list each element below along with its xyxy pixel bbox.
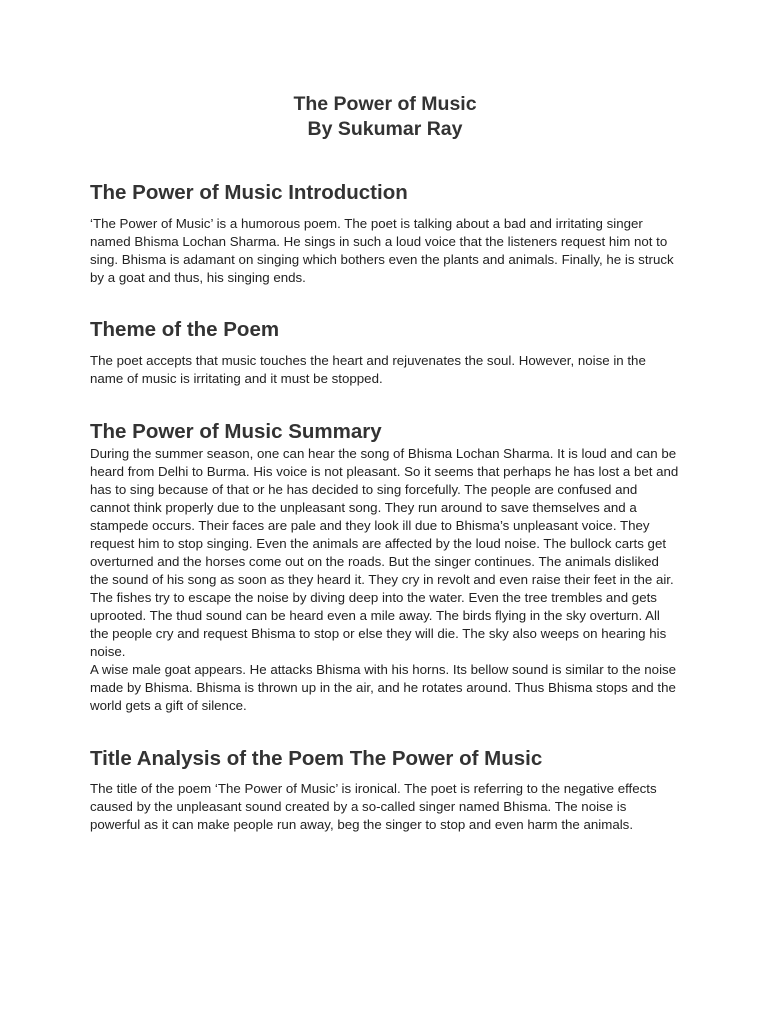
document-page bbox=[90, 92, 680, 834]
section-paragraph: ‘The Power of Music’ is a humorous poem. The poet is talking about a bad and irritating singer named Bhisma Lochan Sharma. He sings in such a loud voice that the listeners request him not to sing. Bhisma is adamant on singing which bothers even the plants and animals. Finally, he is struck by a goat and thus, his singing ends. bbox=[90, 216, 674, 285]
section-heading: The Power of Music Introduction bbox=[90, 181, 408, 204]
section-paragraph: The poet accepts that music touches the heart and rejuvenates the soul. However, noise in the name of music is irritating and it must be stopped. bbox=[90, 353, 646, 386]
section-heading: The Power of Music Summary bbox=[90, 420, 382, 443]
section-paragraph: The title of the poem ‘The Power of Music’ is ironical. The poet is referring to the negative effects caused by the unpleasant sound created by a so-called singer named Bhisma. The noise is powerful as it can make people run away, beg the singer to stop and even harm the animals. bbox=[90, 781, 657, 832]
section-paragraph: During the summer season, one can hear the song of Bhisma Lochan Sharma. It is loud and can be heard from Delhi to Burma. His voice is not pleasant. So it seems that perhaps he has lost a bet and has to sing because of that or he has decided to sing forcefully. The people are confused and cannot think properly due to the unpleasant song. They run around to save themselves and a stampede occurs. Their faces are pale and they look ill due to Bhisma’s unpleasant voice. They request him to stop singing. Even the animals are affected by the loud noise. The bullock carts get overturned and the horses come out on the roads. But the singer continues. The animals disliked the sound of his song as soon as they heard it. They cry in revolt and even raise their feet in the air. The fishes try to escape the noise by diving deep into the water. Even the tree trembles and gets uprooted. The thud sound can be heard even a mile away. The birds flying in the sky overturn. All the people cry and request Bhisma to stop or else they will die. The sky also weeps on hearing his noise. bbox=[90, 446, 679, 659]
author-line: By Sukumar Ray bbox=[307, 118, 463, 140]
document-title bbox=[90, 92, 680, 142]
section-theme bbox=[90, 317, 680, 388]
section-heading: Title Analysis of the Poem The Power of Music bbox=[90, 747, 543, 770]
section-title-analysis bbox=[90, 746, 680, 834]
title-line: The Power of Music bbox=[293, 93, 477, 115]
section-introduction bbox=[90, 180, 680, 287]
section-summary bbox=[90, 419, 680, 715]
section-paragraph: A wise male goat appears. He attacks Bhisma with his horns. Its bellow sound is similar to the noise made by Bhisma. Bhisma is thrown up in the air, and he rotates around. Thus Bhisma stops and the world gets a gift of silence. bbox=[90, 662, 677, 713]
section-heading: Theme of the Poem bbox=[90, 318, 280, 341]
